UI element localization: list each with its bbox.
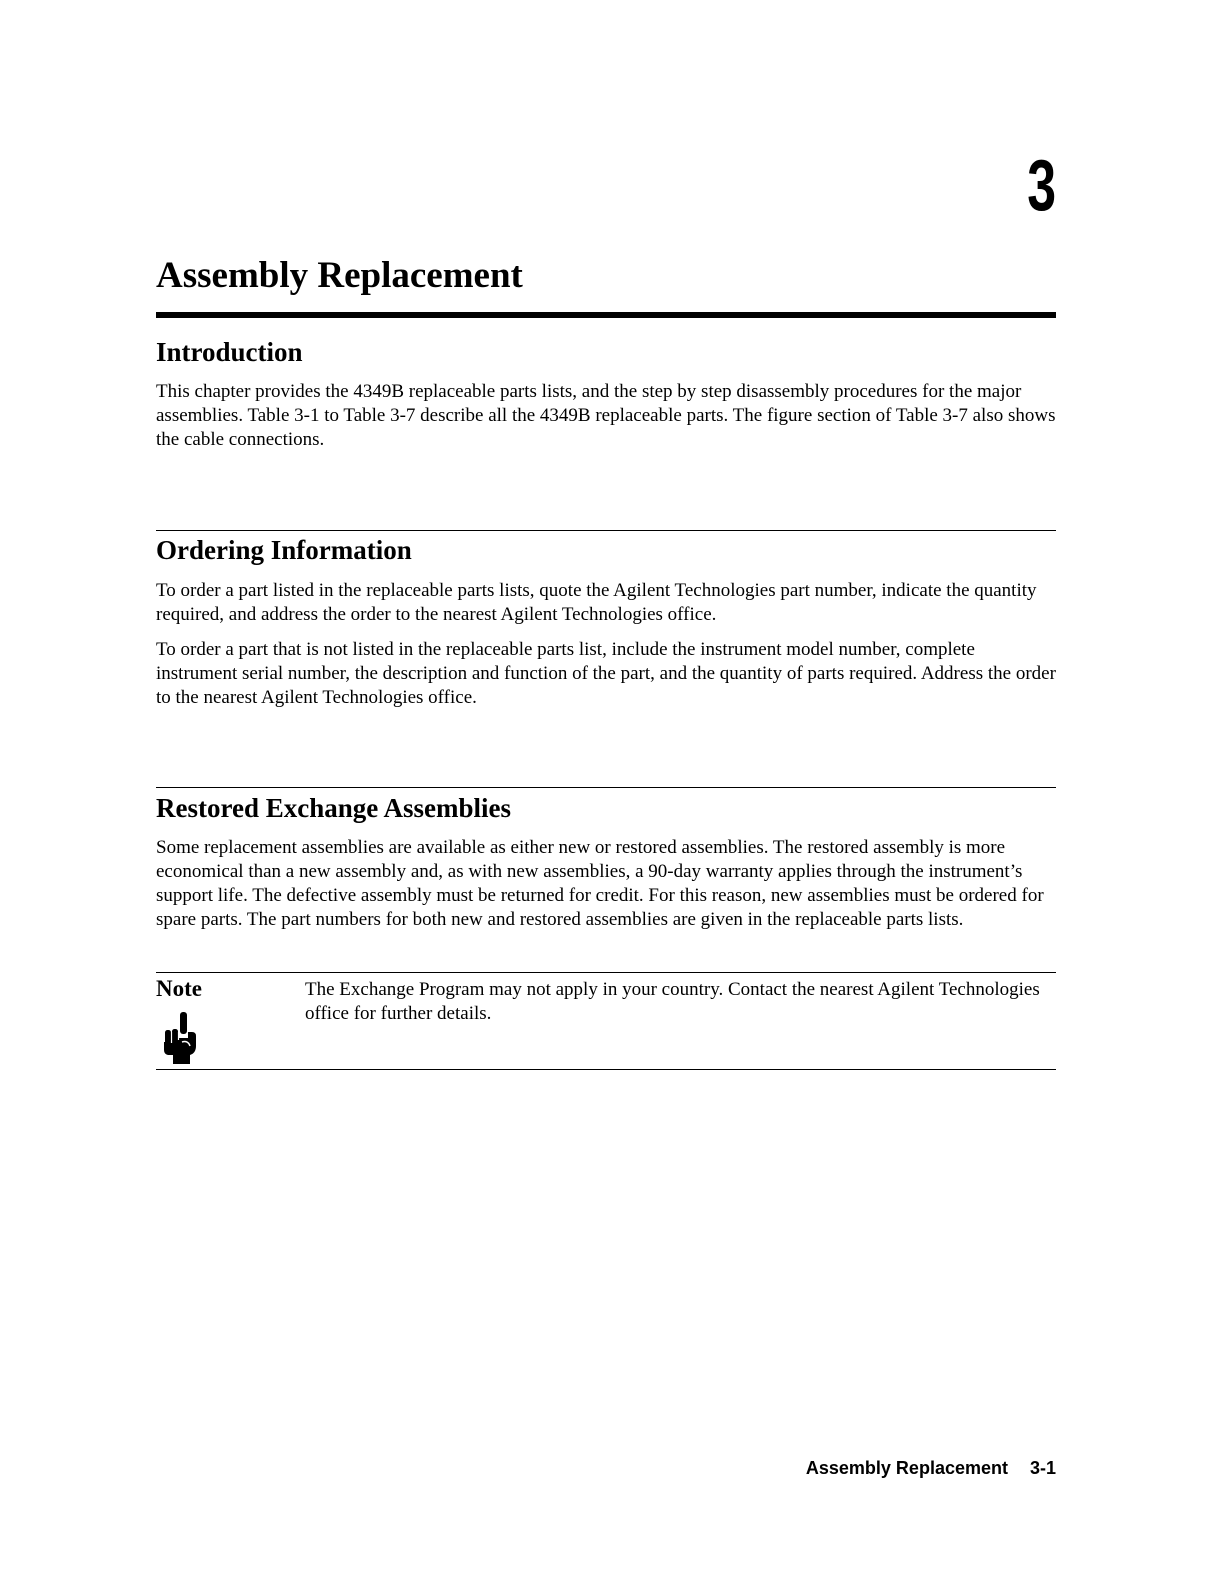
- section-divider: [156, 530, 1056, 531]
- note-bottom-rule: [156, 1069, 1056, 1070]
- title-rule: [156, 312, 1056, 318]
- ordering-paragraph-2: To order a part that is not listed in the replaceable parts list, include the instrument model number, complete instrument serial number, the description and function of the part, and the quantity of parts required. Address the order to the nearest Agilent Technologies office.: [156, 639, 1056, 708]
- chapter-title: Assembly Replacement: [156, 255, 523, 296]
- footer-title: Assembly Replacement: [805, 1458, 1008, 1478]
- section-heading-introduction: Introduction: [156, 337, 303, 367]
- footer-page-number: 3-1: [1029, 1458, 1056, 1478]
- introduction-paragraph: This chapter provides the 4349B replaceable parts lists, and the step by step disassembly procedures for the major assemblies. Table 3-1 to Table 3-7 describe all the 4349B replaceable parts. The figure section of Table 3-7 also shows the cable connections.: [156, 381, 1056, 450]
- restored-exchange-paragraph: Some replacement assemblies are available as either new or restored assemblies. The restored assembly is more economical than a new assembly and, as with new assemblies, a 90-day warranty applies through the instrument’s support life. The defective assembly must be returned for credit. For this reason, new assemblies must be ordered for spare parts. The part numbers for both new and restored assemblies are given in the replaceable parts lists.: [156, 837, 1044, 930]
- section-heading-restored-exchange: Restored Exchange Assemblies: [156, 793, 511, 823]
- section-divider: [156, 787, 1056, 788]
- note-label: Note: [156, 976, 202, 1001]
- page-footer: [806, 1458, 1056, 1479]
- note-text: The Exchange Program may not apply in your country. Contact the nearest Agilent Technologies office for further details.: [305, 979, 1040, 1024]
- note-top-rule: [156, 972, 1056, 973]
- pointing-hand-icon: [162, 1012, 200, 1064]
- chapter-number: 3: [1027, 146, 1056, 226]
- ordering-paragraph-1: To order a part listed in the replaceable parts lists, quote the Agilent Technologies part number, indicate the quantity required, and address the order to the nearest Agilent Technologies office.: [156, 580, 1037, 625]
- section-heading-ordering-information: Ordering Information: [156, 535, 412, 565]
